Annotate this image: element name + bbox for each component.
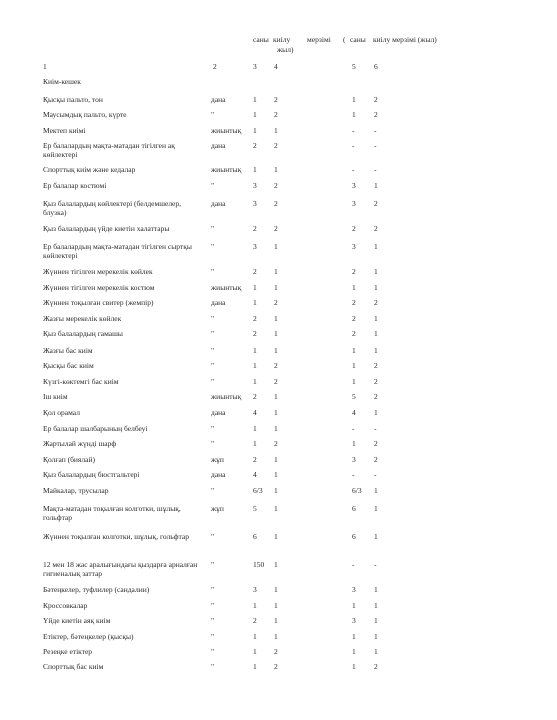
item-quantity-2: 1 [352,346,356,355]
item-term-2: 2 [374,361,378,370]
item-term-1: 1 [274,455,278,464]
item-quantity-1: 1 [253,662,257,671]
item-unit: " [211,346,215,355]
item-term-1: 2 [274,181,278,190]
item-name: Қыз балалардың үйде киетін халаттары [43,224,170,233]
item-term-1: 1 [274,616,278,625]
item-name: Қыз балалардың көйлектері (белдемшелер, блузка) [43,199,182,217]
item-quantity-2: 1 [352,283,356,292]
item-term-1: 1 [274,267,278,276]
item-term-1: 1 [274,585,278,594]
item-name: Жазғы мерекелік көйлек [43,314,122,323]
header-qty-1: саны [253,35,269,44]
item-term-2: - [374,165,377,174]
item-unit: " [211,267,215,276]
item-unit: жиынтық [211,283,242,292]
item-term-1: 1 [274,346,278,355]
item-unit: дана [211,95,226,104]
item-quantity-2: 1 [352,662,356,671]
item-quantity-1: 1 [253,346,257,355]
item-quantity-2: 3 [352,199,356,208]
item-name: Ер балалардың мақта-матадан тігілген сыртқы көйлектері [43,242,192,260]
item-quantity-2: 5 [352,392,356,401]
item-unit: " [211,585,215,594]
item-unit: " [211,224,215,233]
item-term-2: 2 [374,199,378,208]
item-unit: " [211,662,215,671]
item-quantity-1: 150 [253,560,265,569]
item-term-1: 1 [274,424,278,433]
item-term-1: 2 [274,110,278,119]
item-quantity-1: 1 [253,298,257,307]
item-unit: " [211,601,215,610]
item-unit: дана [211,408,226,417]
item-unit: жұп [211,455,224,464]
item-term-1: 2 [274,298,278,307]
item-unit: дана [211,199,226,208]
item-term-1: 1 [274,486,278,495]
column-number: 3 [253,62,257,71]
item-term-1: 2 [274,199,278,208]
item-unit: " [211,560,215,569]
item-quantity-2: 2 [352,224,356,233]
item-name: Кроссовкалар [43,601,88,610]
item-quantity-2: 6/3 [352,486,362,495]
column-number: 4 [274,62,278,71]
item-quantity-2: - [352,165,355,174]
item-name: Қысқы бас киім [43,361,94,370]
item-term-1: 1 [274,283,278,292]
item-term-2: - [374,424,377,433]
item-name: Қолғап (биялай) [43,455,95,464]
item-quantity-2: 4 [352,408,356,417]
item-quantity-1: 5 [253,504,257,513]
item-unit: " [211,486,215,495]
item-name: Маусымдық пальто, күрте [43,110,127,119]
item-term-2: 1 [374,601,378,610]
item-quantity-1: 1 [253,601,257,610]
item-name: Майкалар, трусылар [43,486,109,495]
item-name: Күзгі-көктемгі бас киім [43,377,119,386]
item-term-2: 1 [374,408,378,417]
item-name: Ер балалар шалбарының белбеуі [43,424,148,433]
item-quantity-2: 1 [352,361,356,370]
item-quantity-2: 1 [352,647,356,656]
item-quantity-2: 2 [352,298,356,307]
item-name: Жүннен тоқылған свитер (жемпір) [43,298,154,307]
item-term-2: 1 [374,585,378,594]
item-unit: " [211,424,215,433]
item-term-1: 2 [274,647,278,656]
item-name: Қысқы пальто, тон [43,95,103,104]
item-quantity-2: 1 [352,601,356,610]
item-term-2: 2 [374,455,378,464]
item-quantity-2: 3 [352,616,356,625]
item-quantity-2: 1 [352,110,356,119]
item-unit: жиынтық [211,392,242,401]
item-term-2: 1 [374,242,378,251]
item-quantity-1: 2 [253,314,257,323]
item-name: Мектеп киімі [43,126,86,135]
item-term-1: 2 [274,224,278,233]
item-quantity-2: - [352,470,355,479]
header-term-1: мерзімі [307,35,331,44]
item-quantity-2: 3 [352,455,356,464]
item-term-1: 1 [274,601,278,610]
item-term-2: 2 [374,298,378,307]
item-quantity-2: 2 [352,314,356,323]
item-quantity-1: 4 [253,408,257,417]
item-unit: " [211,632,215,641]
item-term-2: 1 [374,532,378,541]
header-wear-1: киілу [273,35,291,44]
header-wear-term-2: киілу мерзімі (жыл) [373,35,437,44]
item-term-2: 1 [374,647,378,656]
section-title-text: Киім-кешек [43,77,81,86]
item-term-1: 1 [274,392,278,401]
item-term-2: 1 [374,616,378,625]
item-name: Ер балалардың мақта-матадан тігілген ақ көйлектері [43,141,175,159]
item-unit: " [211,647,215,656]
item-quantity-2: - [352,560,355,569]
item-term-2: 1 [374,283,378,292]
item-term-2: 2 [374,95,378,104]
item-quantity-1: 2 [253,392,257,401]
item-quantity-2: 1 [352,377,356,386]
item-unit: " [211,314,215,323]
item-quantity-2: - [352,126,355,135]
item-name: Жүннен тігілген мерекелік костюм [43,283,155,292]
item-quantity-2: - [352,424,355,433]
item-unit: " [211,110,215,119]
item-unit: " [211,181,215,190]
item-quantity-1: 2 [253,267,257,276]
item-quantity-1: 1 [253,439,257,448]
item-term-1: 1 [274,470,278,479]
item-quantity-2: 3 [352,181,356,190]
item-unit: " [211,439,215,448]
item-term-1: 2 [274,662,278,671]
item-quantity-1: 1 [253,647,257,656]
column-number: 6 [374,62,378,71]
header-year-1: жыл) [277,45,294,54]
item-unit: жиынтық [211,165,242,174]
item-term-1: 1 [274,242,278,251]
item-unit: " [211,532,215,541]
item-quantity-2: 1 [352,439,356,448]
item-term-1: 1 [274,532,278,541]
item-name: Іш киім [43,392,68,401]
item-term-1: 1 [274,329,278,338]
column-number: 1 [43,62,47,71]
item-unit: жиынтық [211,126,242,135]
item-name: Жазғы бас киім [43,346,93,355]
item-name: Етіктер, бәтеңкелер (қысқы) [43,632,134,641]
item-quantity-2: 1 [352,95,356,104]
item-quantity-1: 1 [253,126,257,135]
item-name: Қыз балалардың гамашы [43,329,123,338]
item-term-2: 2 [374,224,378,233]
item-quantity-2: 2 [352,267,356,276]
item-term-2: 2 [374,377,378,386]
item-term-1: 2 [274,141,278,150]
item-name: 12 мен 18 жас аралығындағы қыздарға арналған гигиеналық заттар [43,560,198,578]
item-term-2: 2 [374,662,378,671]
item-quantity-1: 2 [253,141,257,150]
item-term-1: 1 [274,408,278,417]
item-term-1: 2 [274,361,278,370]
item-term-2: - [374,141,377,150]
item-quantity-1: 1 [253,377,257,386]
item-quantity-2: 2 [352,329,356,338]
item-name: Жартылай жүнді шарф [43,439,117,448]
item-term-1: 1 [274,314,278,323]
item-quantity-1: 3 [253,585,257,594]
item-quantity-1: 1 [253,95,257,104]
item-term-2: 1 [374,486,378,495]
item-term-2: 1 [374,346,378,355]
item-term-2: 1 [374,314,378,323]
item-name: Бәтеңкелер, туфлилер (сандалии) [43,585,150,594]
item-quantity-2: 6 [352,504,356,513]
item-term-1: 1 [274,504,278,513]
item-quantity-1: 6 [253,532,257,541]
item-quantity-1: 1 [253,632,257,641]
item-name: Жүннен тоқылған колготки, шұлық, гольфтар [43,532,189,541]
item-name: Ер балалар костюмі [43,181,107,190]
item-quantity-2: 3 [352,242,356,251]
item-name: Мақта-матадан тоқылған колготки, шұлық, гольфтар [43,504,181,522]
item-name: Резеңке етіктер [43,647,93,656]
item-quantity-1: 6/3 [253,486,263,495]
item-name: Спорттық бас киім [43,662,104,671]
item-quantity-2: - [352,141,355,150]
item-unit: жұп [211,504,224,513]
item-term-2: 2 [374,439,378,448]
item-name: Қыз балалардың бюстгальтері [43,470,140,479]
item-term-1: 2 [274,377,278,386]
item-quantity-2: 1 [352,632,356,641]
item-term-1: 2 [274,95,278,104]
item-unit: " [211,616,215,625]
item-quantity-1: 3 [253,242,257,251]
item-term-2: 1 [374,504,378,513]
item-quantity-1: 4 [253,470,257,479]
item-term-2: 1 [374,329,378,338]
item-unit: дана [211,298,226,307]
item-name: Жүннен тігілген мерекелік көйлек [43,267,153,276]
item-unit: " [211,361,215,370]
item-term-1: 1 [274,165,278,174]
item-quantity-1: 2 [253,329,257,338]
item-quantity-1: 1 [253,361,257,370]
item-term-2: 1 [374,632,378,641]
item-unit: " [211,329,215,338]
item-quantity-2: 3 [352,585,356,594]
item-term-2: - [374,126,377,135]
item-term-1: 2 [274,439,278,448]
column-number: 2 [213,62,217,71]
item-term-2: 2 [374,110,378,119]
item-name: Үйде киетін аяқ киім [43,616,111,625]
header-paren: ( [343,35,346,44]
item-term-1: 1 [274,126,278,135]
column-number: 5 [352,62,356,71]
item-quantity-1: 1 [253,424,257,433]
item-quantity-1: 2 [253,616,257,625]
item-term-2: - [374,560,377,569]
item-quantity-2: 6 [352,532,356,541]
item-quantity-1: 1 [253,165,257,174]
item-term-1: 1 [274,560,278,569]
item-term-2: 1 [374,181,378,190]
item-term-2: - [374,470,377,479]
item-name: Спорттық киім және кедалар [43,165,136,174]
item-quantity-1: 3 [253,199,257,208]
item-unit: дана [211,470,226,479]
item-term-2: 1 [374,267,378,276]
item-unit: " [211,377,215,386]
item-quantity-1: 3 [253,181,257,190]
item-quantity-1: 2 [253,455,257,464]
item-unit: дана [211,141,226,150]
header-qty-2: саны [350,35,366,44]
item-unit: " [211,242,215,251]
item-term-1: 1 [274,632,278,641]
item-term-2: 2 [374,392,378,401]
item-quantity-1: 1 [253,110,257,119]
item-quantity-1: 1 [253,283,257,292]
item-quantity-1: 2 [253,224,257,233]
item-name: Қол орамал [43,408,80,417]
